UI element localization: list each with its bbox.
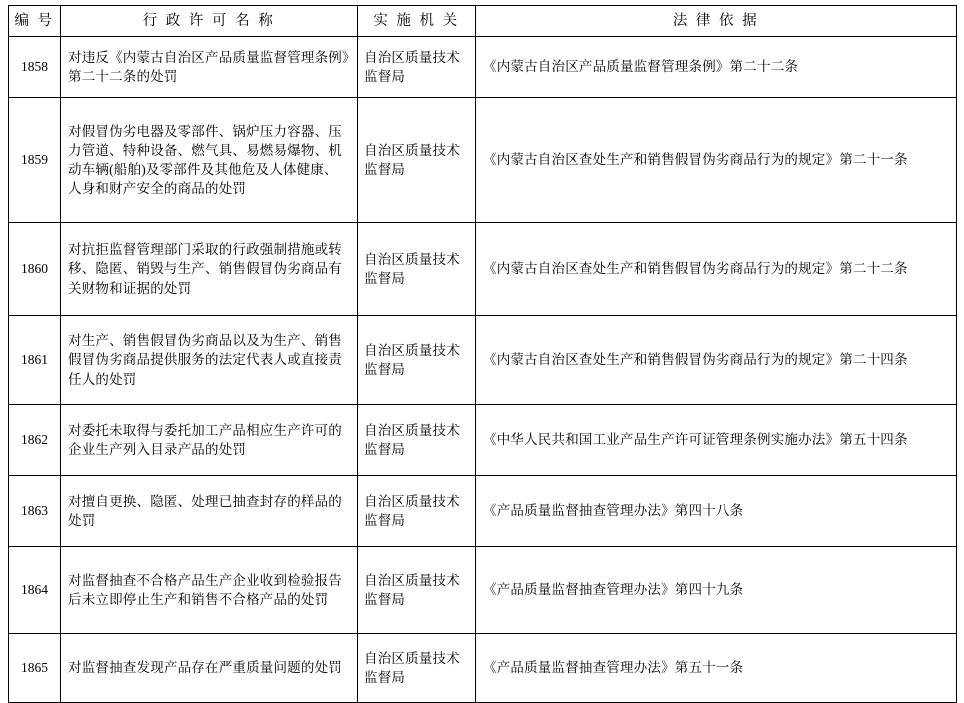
cell-permit-name: 对违反《内蒙古自治区产品质量监督管理条例》第二十二条的处罚 <box>61 37 358 98</box>
table-row <box>9 476 957 547</box>
administrative-permit-table <box>8 5 957 703</box>
cell-id: 1861 <box>9 316 61 405</box>
column-header-id: 编 号 <box>9 6 61 37</box>
cell-organization: 自治区质量技术监督局 <box>358 98 476 223</box>
cell-permit-name: 对监督抽查发现产品存在严重质量问题的处罚 <box>61 634 358 703</box>
table-row <box>9 547 957 634</box>
cell-organization: 自治区质量技术监督局 <box>358 316 476 405</box>
cell-permit-name: 对委托未取得与委托加工产品相应生产许可的企业生产列入目录产品的处罚 <box>61 405 358 476</box>
cell-organization: 自治区质量技术监督局 <box>358 547 476 634</box>
cell-permit-name: 对擅自更换、隐匿、处理已抽查封存的样品的处罚 <box>61 476 358 547</box>
cell-legal-basis: 《产品质量监督抽查管理办法》第五十一条 <box>476 634 957 703</box>
cell-id: 1859 <box>9 98 61 223</box>
table-row <box>9 316 957 405</box>
cell-organization: 自治区质量技术监督局 <box>358 405 476 476</box>
cell-id: 1858 <box>9 37 61 98</box>
cell-organization: 自治区质量技术监督局 <box>358 37 476 98</box>
cell-id: 1862 <box>9 405 61 476</box>
cell-id: 1860 <box>9 223 61 316</box>
cell-legal-basis: 《产品质量监督抽查管理办法》第四十八条 <box>476 476 957 547</box>
cell-organization: 自治区质量技术监督局 <box>358 476 476 547</box>
cell-organization: 自治区质量技术监督局 <box>358 634 476 703</box>
cell-permit-name: 对假冒伪劣电器及零部件、锅炉压力容器、压力管道、特种设备、燃气具、易燃易爆物、机动车辆(船舶)及零部件及其他危及人体健康、人身和财产安全的商品的处罚 <box>61 98 358 223</box>
cell-permit-name: 对生产、销售假冒伪劣商品以及为生产、销售假冒伪劣商品提供服务的法定代表人或直接责任人的处罚 <box>61 316 358 405</box>
cell-legal-basis: 《中华人民共和国工业产品生产许可证管理条例实施办法》第五十四条 <box>476 405 957 476</box>
column-header-name: 行 政 许 可 名 称 <box>61 6 358 37</box>
cell-id: 1863 <box>9 476 61 547</box>
table-row <box>9 37 957 98</box>
column-header-org: 实 施 机 关 <box>358 6 476 37</box>
table-row <box>9 634 957 703</box>
cell-permit-name: 对监督抽查不合格产品生产企业收到检验报告后未立即停止生产和销售不合格产品的处罚 <box>61 547 358 634</box>
cell-legal-basis: 《内蒙古自治区查处生产和销售假冒伪劣商品行为的规定》第二十二条 <box>476 223 957 316</box>
table-row <box>9 405 957 476</box>
cell-legal-basis: 《内蒙古自治区查处生产和销售假冒伪劣商品行为的规定》第二十四条 <box>476 316 957 405</box>
table-row <box>9 223 957 316</box>
cell-id: 1865 <box>9 634 61 703</box>
cell-legal-basis: 《产品质量监督抽查管理办法》第四十九条 <box>476 547 957 634</box>
cell-legal-basis: 《内蒙古自治区产品质量监督管理条例》第二十二条 <box>476 37 957 98</box>
cell-id: 1864 <box>9 547 61 634</box>
cell-legal-basis: 《内蒙古自治区查处生产和销售假冒伪劣商品行为的规定》第二十一条 <box>476 98 957 223</box>
table-row <box>9 98 957 223</box>
table-header-row <box>9 6 957 37</box>
column-header-law: 法 律 依 据 <box>476 6 957 37</box>
cell-organization: 自治区质量技术监督局 <box>358 223 476 316</box>
cell-permit-name: 对抗拒监督管理部门采取的行政强制措施或转移、隐匿、销毁与生产、销售假冒伪劣商品有关财物和证据的处罚 <box>61 223 358 316</box>
